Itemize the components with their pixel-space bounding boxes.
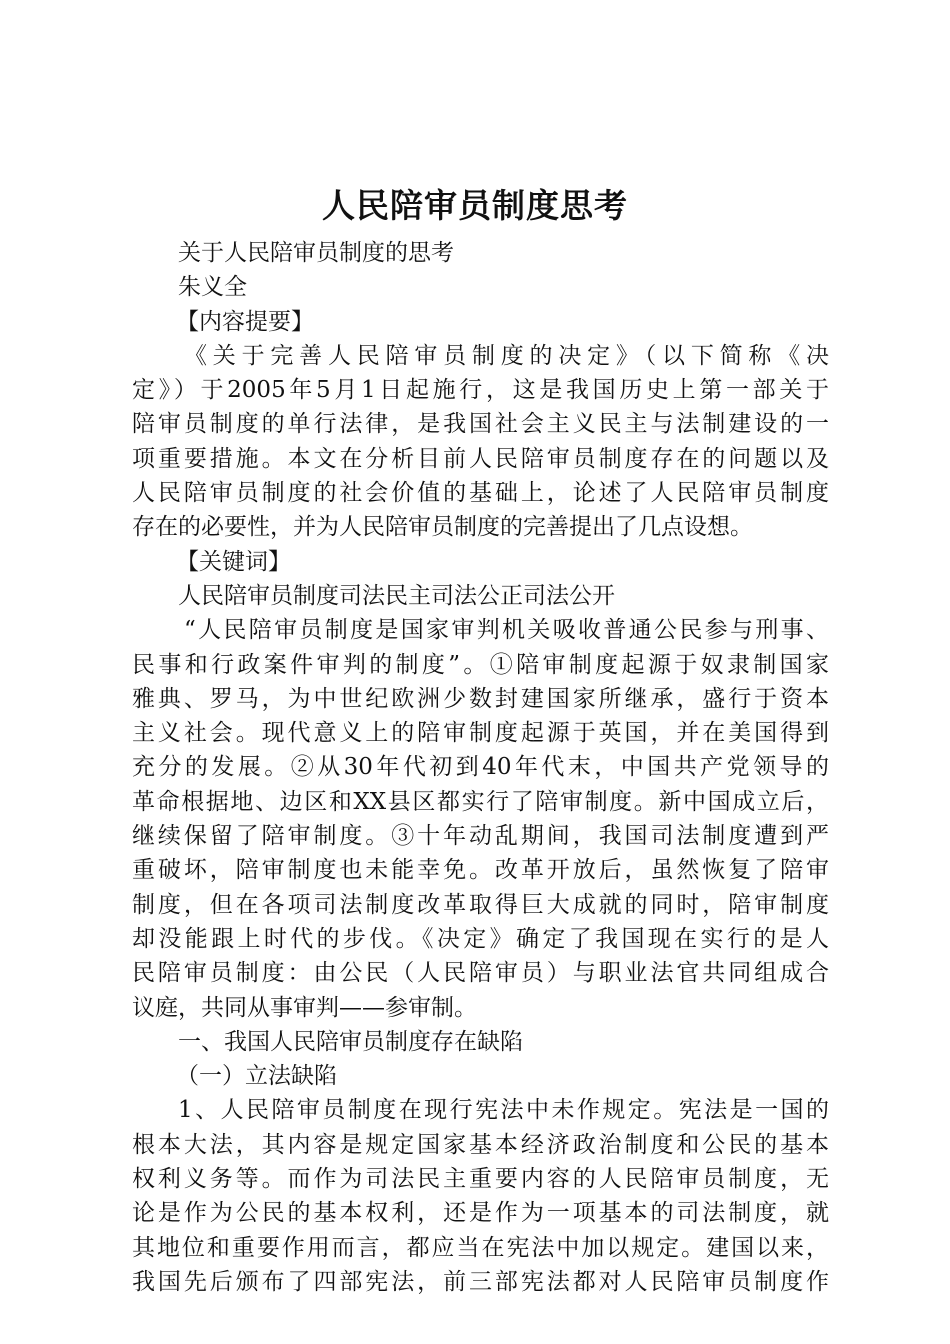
abstract-line: 定》）于2005年5月1日起施行，这是我国历史上第一部关于: [132, 377, 829, 404]
intro-line: 重破坏，陪审制度也未能幸免。改革开放后，虽然恢复了陪审: [132, 857, 829, 884]
intro-line: 雅典、罗马，为中世纪欧洲少数封建国家所继承，盛行于资本: [132, 685, 829, 712]
abstract-line: 人民陪审员制度的社会价值的基础上，论述了人民陪审员制度: [132, 480, 829, 507]
point-line: 根本大法，其内容是规定国家基本经济政治制度和公民的基本: [132, 1131, 829, 1158]
author: 朱义全: [178, 274, 247, 301]
subsection-heading: （一）立法缺陷: [176, 1063, 337, 1090]
intro-line: 制度，但在各项司法制度改革取得巨大成就的同时，陪审制度: [132, 891, 829, 918]
intro-line: 充分的发展。②从30年代初到40年代末，中国共产党领导的: [132, 754, 829, 781]
intro-line: 议庭，共同从事审判——参审制。: [132, 994, 477, 1021]
intro-line: 主义社会。现代意义上的陪审制度起源于英国，并在美国得到: [132, 720, 829, 747]
subtitle: 关于人民陪审员制度的思考: [178, 240, 454, 266]
document-body: [132, 236, 829, 1299]
keywords: 人民陪审员制度司法民主司法公正司法公开: [178, 582, 615, 609]
abstract-line: 存在的必要性，并为人民陪审员制度的完善提出了几点设想。: [132, 514, 753, 541]
intro-line: 继续保留了陪审制度。③十年动乱期间，我国司法制度遭到严: [132, 823, 829, 850]
abstract-line: 陪审员制度的单行法律，是我国社会主义民主与法制建设的一: [132, 411, 829, 438]
document-title: 人民陪审员制度思考: [322, 186, 628, 225]
abstract-line: 项重要措施。本文在分析目前人民陪审员制度存在的问题以及: [132, 445, 829, 472]
intro-line: “人民陪审员制度是国家审判机关吸收普通公民参与刑事、: [184, 617, 829, 644]
intro-line: 民事和行政案件审判的制度”。①陪审制度起源于奴隶制国家: [132, 651, 829, 678]
intro-paragraph: [132, 613, 829, 1025]
intro-line: 却没能跟上时代的步伐。《决定》确定了我国现在实行的是人: [132, 925, 829, 952]
point-line: 其地位和重要作用而言，都应当在宪法中加以规定。建国以来，: [132, 1234, 829, 1261]
point-paragraph: [132, 1093, 829, 1299]
point-line: 我国先后颁布了四部宪法，前三部宪法都对人民陪审员制度作: [132, 1268, 829, 1295]
intro-line: 民陪审员制度：由公民（人民陪审员）与职业法官共同组成合: [132, 960, 829, 987]
intro-line: 革命根据地、边区和XX县区都实行了陪审制度。新中国成立后，: [132, 788, 829, 815]
abstract-paragraph: [132, 339, 829, 545]
keywords-heading: 【关键词】: [176, 548, 291, 575]
section-heading: 一、我国人民陪审员制度存在缺陷: [178, 1028, 523, 1055]
point-line: 论是作为公民的基本权利，还是作为一项基本的司法制度，就: [132, 1200, 829, 1227]
abstract-line: 《关于完善人民陪审员制度的决定》（以下简称《决: [184, 342, 829, 369]
abstract-heading: 【内容提要】: [176, 308, 314, 335]
point-line: 1、人民陪审员制度在现行宪法中未作规定。宪法是一国的: [178, 1097, 829, 1124]
point-line: 权利义务等。而作为司法民主重要内容的人民陪审员制度，无: [132, 1166, 829, 1193]
